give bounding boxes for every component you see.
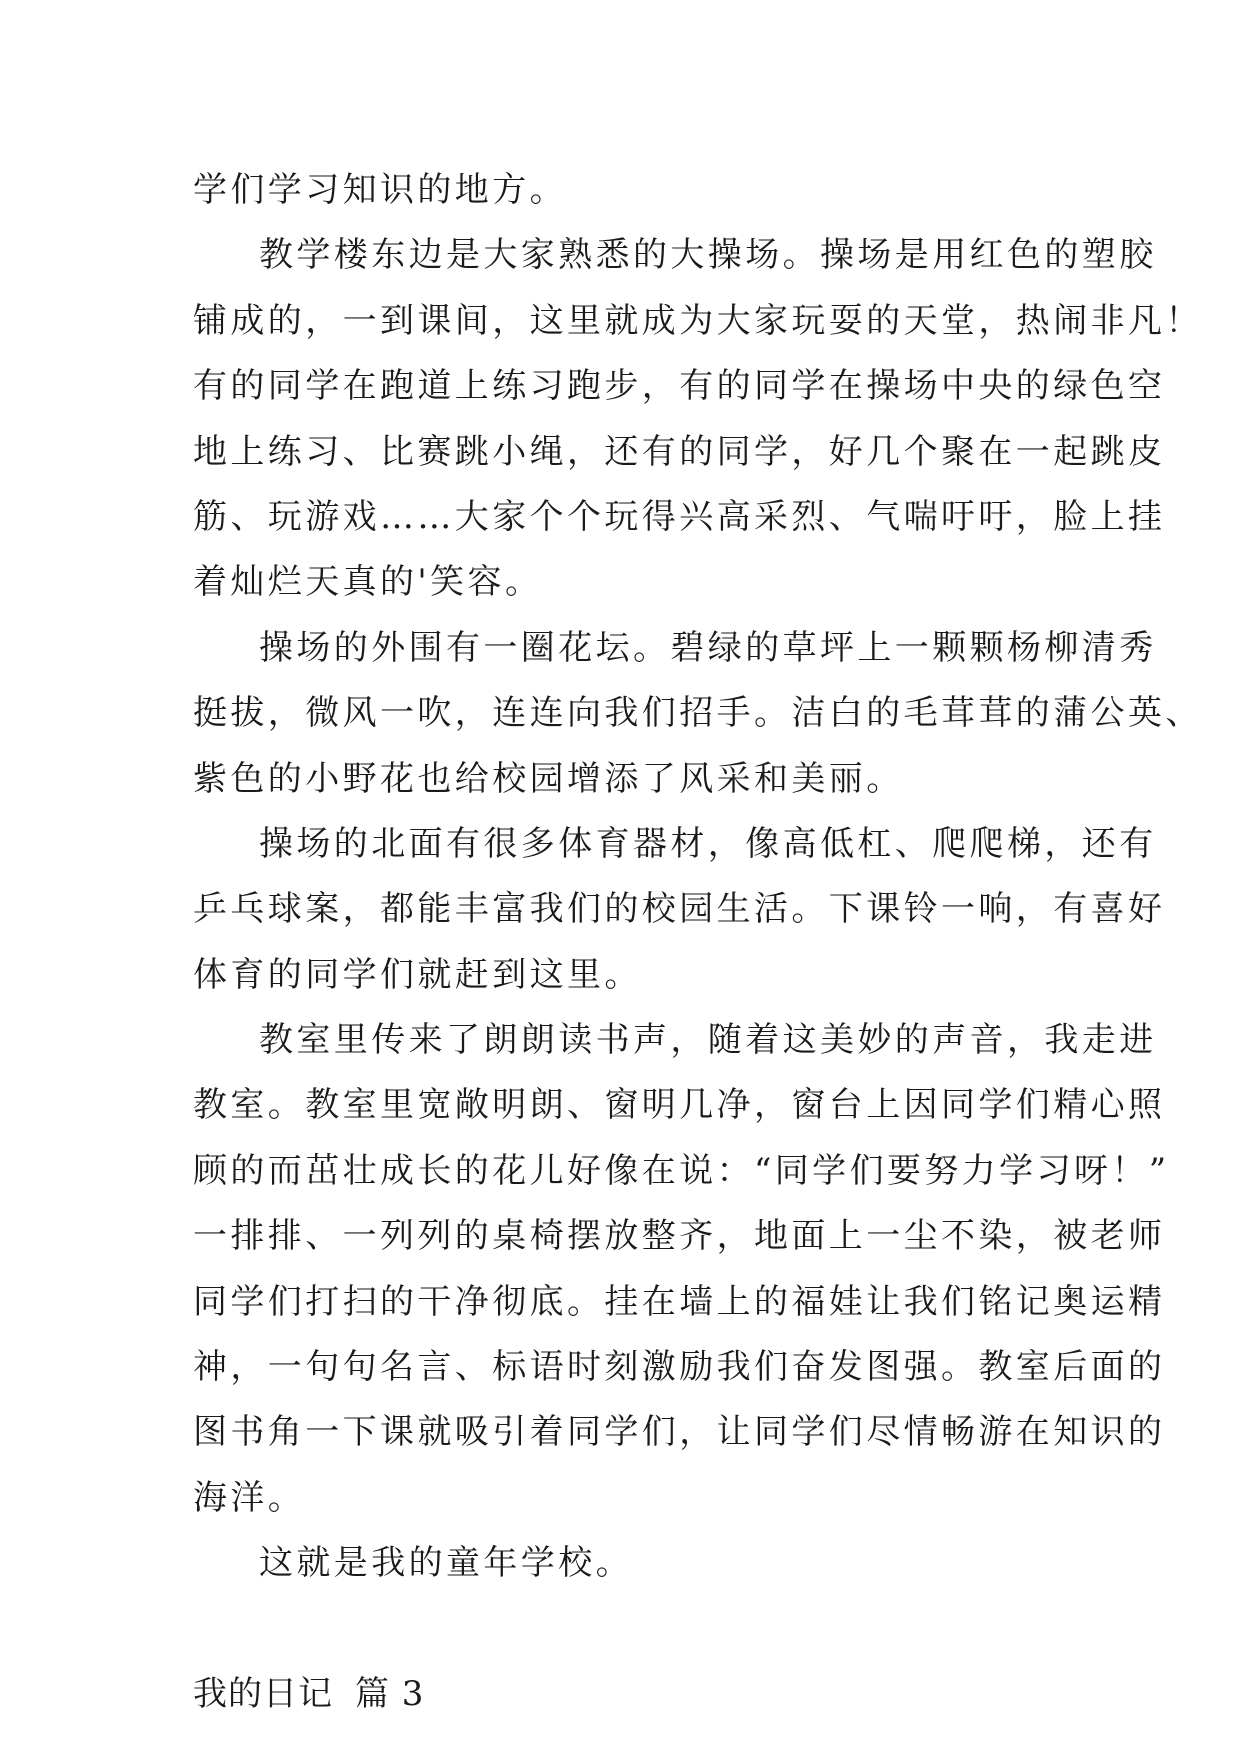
text-line: 铺成的，一到课间，这里就成为大家玩耍的天堂，热闹非凡！ <box>193 300 1203 341</box>
paragraph <box>193 616 1203 812</box>
text-line: 乒乓球案，都能丰富我们的校园生活。下课铃一响，有喜好 <box>193 889 1166 930</box>
section-heading <box>193 1662 1063 1727</box>
text-line: 教学楼东边是大家熟悉的大操场。操场是用红色的塑胶 <box>259 235 1157 276</box>
text-line: 有的同学在跑道上练习跑步，有的同学在操场中央的绿色空 <box>193 366 1166 407</box>
text-line: 顾的而茁壮成长的花儿好像在说：“同学们要努力学习呀！” <box>193 1150 1170 1191</box>
paragraph <box>193 223 1203 615</box>
text-line: 教室里传来了朗朗读书声，随着这美妙的声音，我走进 <box>259 1020 1157 1061</box>
paragraph <box>193 1008 1170 1531</box>
heading-title: 我的日记 <box>193 1673 333 1714</box>
text-line: 挺拔，微风一吹，连连向我们招手。洁白的毛茸茸的蒲公英、 <box>193 693 1203 734</box>
text-line: 这就是我的童年学校。 <box>259 1543 633 1584</box>
text-line: 学们学习知识的地方。 <box>193 170 567 210</box>
text-line: 紫色的小野花也给校园增添了风采和美丽。 <box>193 758 904 799</box>
heading-part-number: 篇 3 <box>355 1673 425 1714</box>
blank-gap <box>193 1597 1063 1662</box>
paragraph <box>193 1531 1063 1596</box>
text-line: 地上练习、比赛跳小绳，还有的同学，好几个聚在一起跳皮 <box>193 431 1166 472</box>
paragraph <box>193 812 1166 1008</box>
text-line: 一排排、一列列的桌椅摆放整齐，地面上一尘不染，被老师 <box>193 1216 1166 1257</box>
text-line: 操场的外围有一圈花坛。碧绿的草坪上一颗颗杨柳清秀 <box>259 627 1157 668</box>
paragraph <box>193 158 1063 223</box>
text-line: 同学们打扫的干净彻底。挂在墙上的福娃让我们铭记奥运精 <box>193 1281 1166 1322</box>
text-line: 着灿烂天真的'笑容。 <box>193 562 543 603</box>
text-line: 教室。教室里宽敞明朗、窗明几净，窗台上因同学们精心照 <box>193 1085 1166 1126</box>
text-line: 图书角一下课就吸引着同学们，让同学们尽情畅游在知识的 <box>193 1412 1166 1453</box>
text-line: 体育的同学们就赶到这里。 <box>193 954 642 995</box>
text-line: 筋、玩游戏……大家个个玩得兴高采烈、气喘吁吁，脸上挂 <box>193 496 1166 537</box>
text-line: 操场的北面有很多体育器材，像高低杠、爬爬梯，还有 <box>259 823 1157 864</box>
text-line: 神，一句句名言、标语时刻激励我们奋发图强。教室后面的 <box>193 1347 1166 1388</box>
article-body <box>193 158 1203 1727</box>
text-line: 海洋。 <box>193 1477 306 1518</box>
